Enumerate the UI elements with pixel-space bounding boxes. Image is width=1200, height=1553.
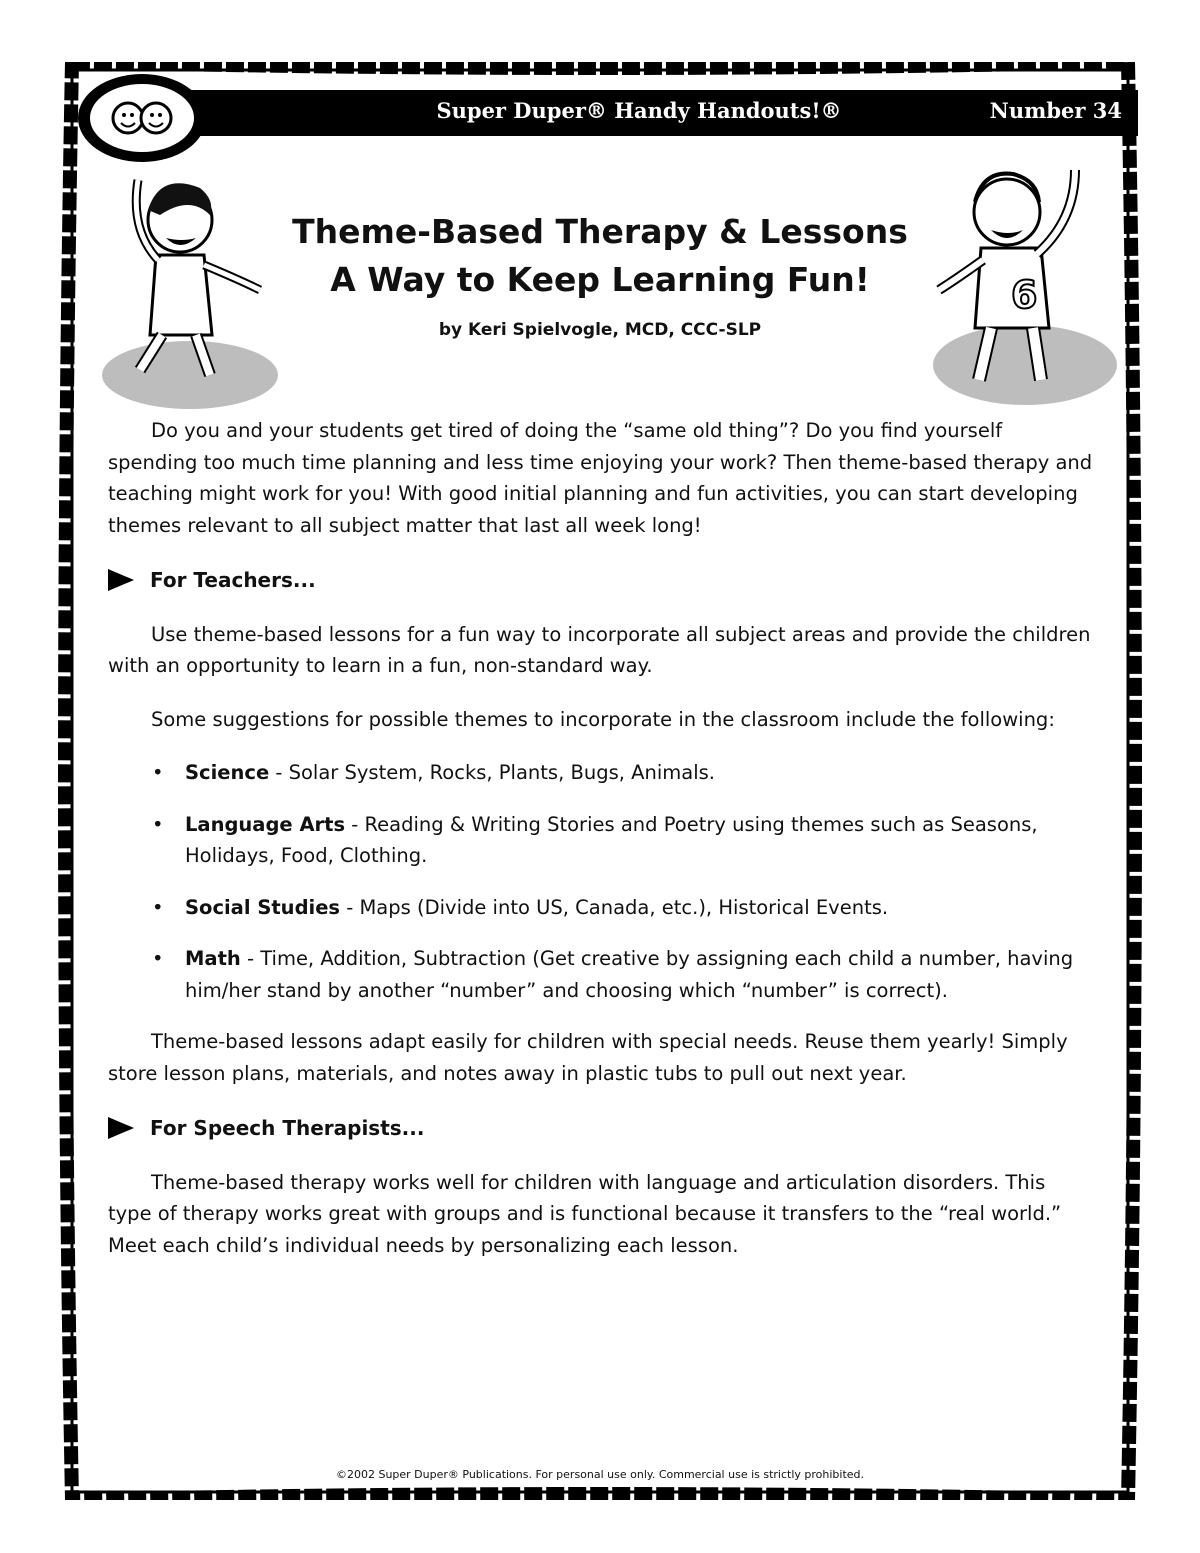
arrow-bullet-icon [108,1117,134,1139]
super-duper-logo [74,70,210,166]
intro-paragraph: Do you and your students get tired of doing the “same old thing”? Do you find yourself spending too much time planning and less time enjoying your work? Then theme-based therapy and teaching might work for you! With good initial planning and fun activities, you can start developing themes relevant to all subject matter that last all week long! [108,419,1093,537]
list-item-term: Social Studies [185,895,341,919]
bullet-dot-icon: • [152,895,164,919]
teachers-paragraph-2: Some suggestions for possible themes to incorporate in the classroom include the following: [151,707,1055,731]
section-heading-teachers [108,565,1093,597]
bullet-dot-icon: • [152,947,164,970]
list-item [108,892,1093,924]
section-heading-label: For Teachers... [150,568,316,592]
teachers-paragraph-3: Theme-based lessons adapt easily for children with special needs. Reuse them yearly! Simply store lesson plans, materials, and notes away in plastic tubs to pull out next year. [108,1030,1068,1085]
handout-body [108,415,1093,1261]
header-banner [140,90,1138,136]
section-heading-label: For Speech Therapists... [150,1116,425,1140]
list-item-term: Math [185,947,241,970]
list-item [108,809,1093,872]
author-byline: by Keri Spielvogle, MCD, CCC-SLP [438,320,762,340]
title-line-1: Theme-Based Therapy & Lessons [292,212,908,251]
banner-title: Super Duper® Handy Handouts!® [436,98,842,123]
list-item-term: Science [185,761,270,784]
theme-list [108,757,1093,1006]
list-item [108,943,1093,1006]
arrow-bullet-icon [108,569,134,591]
list-item-text: - Maps (Divide into US, Canada, etc.), Historical Events. [340,895,889,919]
copyright-footer: ©2002 Super Duper® Publications. For personal use only. Commercial use is strictly prohibited. [335,1468,865,1481]
therapists-paragraph-1: Theme-based therapy works well for children with language and articulation disorders. This type of therapy works great with groups and is functional because it transfers to the “real world.” Meet each child’s individual needs by personalizing each lesson. [108,1170,1062,1257]
handout-number: Number 34 [989,98,1122,123]
handout-title [250,208,950,304]
list-item [108,757,1093,789]
bullet-dot-icon: • [152,812,164,836]
section-heading-therapists [108,1113,1093,1145]
list-item-text: - Reading & Writing Stories and Poetry using themes such as Seasons, Holidays, Food, Clothing. [185,812,1038,867]
list-item-text: - Time, Addition, Subtraction (Get creative by assigning each child a number, having him/her stand by another “number” and choosing which “number” is correct). [185,947,1074,1002]
cartoon-boy-illustration [925,150,1120,410]
list-item-term: Language Arts [185,812,346,836]
title-line-2: A Way to Keep Learning Fun! [330,260,870,299]
jersey-number: 6 [1011,273,1038,317]
teachers-paragraph-1: Use theme-based lessons for a fun way to incorporate all subject areas and provide the children with an opportunity to learn in a fun, non-standard way. [108,622,1091,677]
bullet-dot-icon: • [152,761,164,784]
list-item-text: - Solar System, Rocks, Plants, Bugs, Animals. [269,761,715,784]
